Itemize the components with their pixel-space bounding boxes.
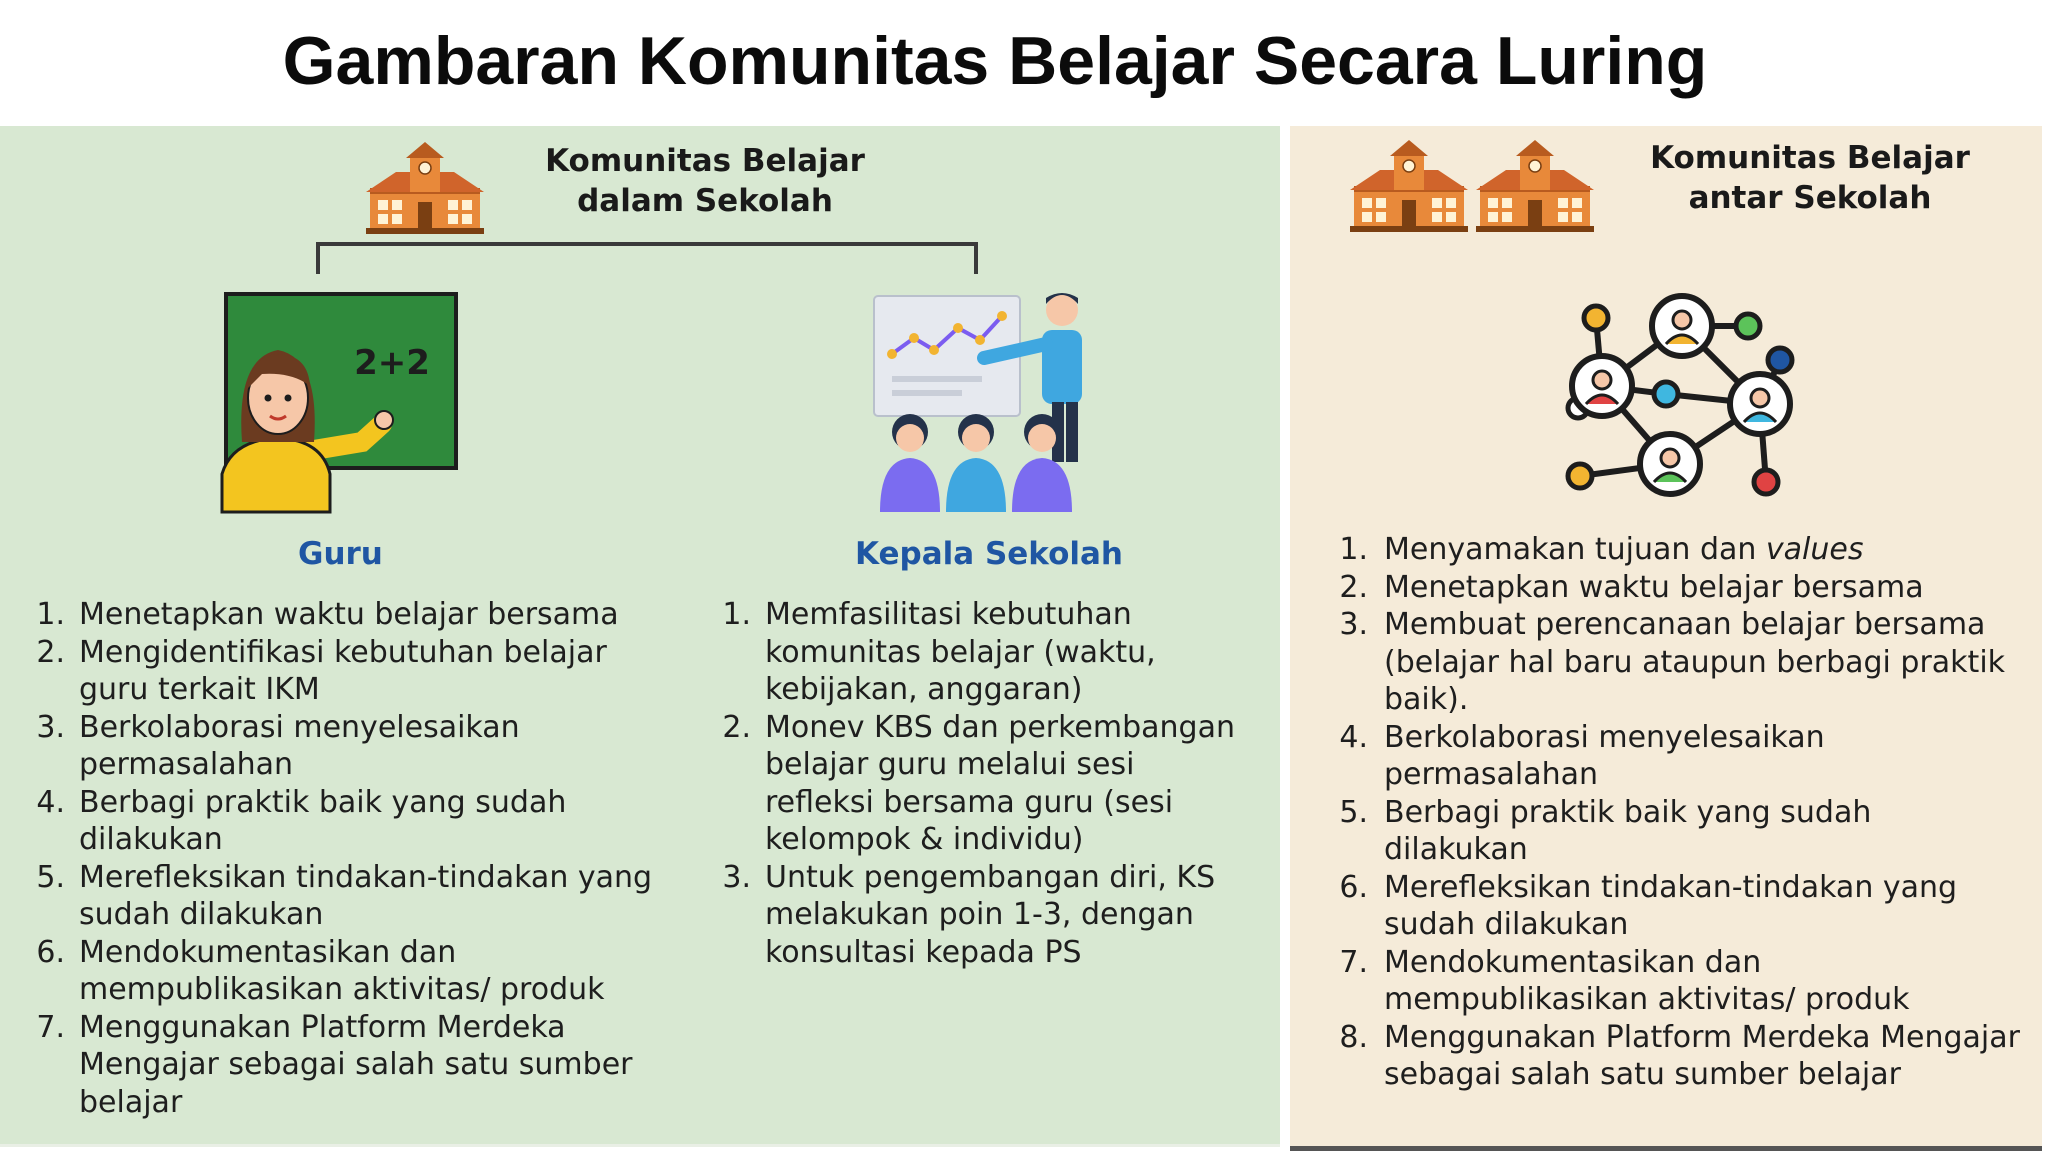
item-text: Merefleksikan tindakan-tindakan yang sudah dilakukan <box>79 859 653 932</box>
list-item <box>31 859 671 934</box>
bracket-connector <box>310 240 990 276</box>
list-item <box>1334 569 2024 607</box>
school-building-icon <box>1476 140 1594 232</box>
list-item <box>1334 606 2024 719</box>
list-item <box>31 934 671 1009</box>
list-item <box>31 709 671 784</box>
list-item <box>1334 1019 2024 1094</box>
header-antar-sekolah <box>1620 138 2000 218</box>
item-number: 6. <box>1339 869 1368 905</box>
item-text: Monev KBS dan perkembangan belajar guru melalui sesi refleksi bersama guru (sesi kelompok & individu) <box>765 709 1235 857</box>
item-text: Menyamakan tujuan dan <box>1384 532 1766 567</box>
item-text: Merefleksikan tindakan-tindakan yang sudah dilakukan <box>1384 869 1958 942</box>
item-number: 2. <box>1339 569 1368 605</box>
school-building-icon <box>366 142 484 234</box>
item-text: Mendokumentasikan dan mempublikasikan aktivitas/ produk <box>1384 944 1910 1017</box>
chalk-text: 2+2 <box>354 343 430 383</box>
item-number: 5. <box>1339 794 1368 830</box>
item-text: Memfasilitasi kebutuhan komunitas belajar (waktu, kebijakan, anggaran) <box>765 597 1156 707</box>
header-dalam-sekolah <box>520 141 890 221</box>
item-number: 8. <box>1339 1019 1368 1055</box>
antar-sekolah-list <box>1334 531 2024 1094</box>
list-item <box>717 596 1247 709</box>
item-text: Menetapkan waktu belajar bersama <box>1384 569 1924 605</box>
item-number: 1. <box>36 597 65 632</box>
list-item <box>1334 719 2024 794</box>
list-item <box>31 1009 671 1122</box>
list-item <box>1334 944 2024 1019</box>
list-item <box>31 634 671 709</box>
item-text: Berkolaborasi menyelesaikan permasalahan <box>79 709 520 782</box>
item-text: Menggunakan Platform Merdeka Mengajar sebagai salah satu sumber belajar <box>79 1009 633 1120</box>
item-number: 6. <box>36 934 65 970</box>
item-number: 1. <box>1339 532 1368 567</box>
item-number: 3. <box>722 859 751 895</box>
item-text: Berbagi praktik baik yang sudah dilakukan <box>79 784 567 857</box>
page-title: Gambaran Komunitas Belajar Secara Luring <box>282 23 1708 99</box>
header-line: Komunitas Belajar <box>1650 140 1970 176</box>
item-emphasis: values <box>1765 532 1864 567</box>
school-building-icon <box>1350 140 1468 232</box>
subheading-guru: Guru <box>298 536 383 572</box>
item-number: 7. <box>1339 944 1368 980</box>
list-item <box>717 859 1247 972</box>
item-number: 2. <box>36 634 65 670</box>
kepala-sekolah-list <box>717 596 1247 971</box>
item-number: 4. <box>1339 719 1368 755</box>
presentation-audience-icon <box>872 292 1102 512</box>
header-line: Komunitas Belajar <box>545 143 865 179</box>
divider <box>1290 1146 2042 1151</box>
list-item <box>31 784 671 859</box>
item-text: Mendokumentasikan dan mempublikasikan aktivitas/ produk <box>79 934 605 1007</box>
item-text: Membuat perencanaan belajar bersama (belajar hal baru ataupun berbagi praktik baik). <box>1384 607 2006 717</box>
network-people-icon <box>1552 286 1802 506</box>
item-text: Mengidentifikasi kebutuhan belajar guru terkait IKM <box>79 634 607 707</box>
item-text: Untuk pengembangan diri, KS melakukan poin 1-3, dengan konsultasi kepada PS <box>765 859 1216 970</box>
item-number: 5. <box>36 859 65 895</box>
header-line: antar Sekolah <box>1688 180 1932 216</box>
header-line: dalam Sekolah <box>577 183 833 219</box>
item-number: 2. <box>722 709 751 745</box>
item-number: 3. <box>36 709 65 745</box>
guru-list <box>31 596 671 1121</box>
divider <box>0 1144 1280 1147</box>
list-item <box>717 709 1247 859</box>
list-item <box>31 596 671 634</box>
item-text: Berbagi praktik baik yang sudah dilakukan <box>1384 794 1872 867</box>
item-number: 4. <box>36 784 65 820</box>
item-text: Berkolaborasi menyelesaikan permasalahan <box>1384 719 1825 792</box>
teacher-chalkboard-icon <box>222 292 462 512</box>
subheading-kepala-sekolah: Kepala Sekolah <box>855 536 1123 572</box>
list-item <box>1334 531 2024 569</box>
item-number: 7. <box>36 1009 65 1045</box>
item-text: Menggunakan Platform Merdeka Mengajar sebagai salah satu sumber belajar <box>1384 1019 2020 1092</box>
list-item <box>1334 869 2024 944</box>
item-text: Menetapkan waktu belajar bersama <box>79 597 619 632</box>
item-number: 3. <box>1339 607 1368 642</box>
item-number: 1. <box>722 597 751 632</box>
list-item <box>1334 794 2024 869</box>
